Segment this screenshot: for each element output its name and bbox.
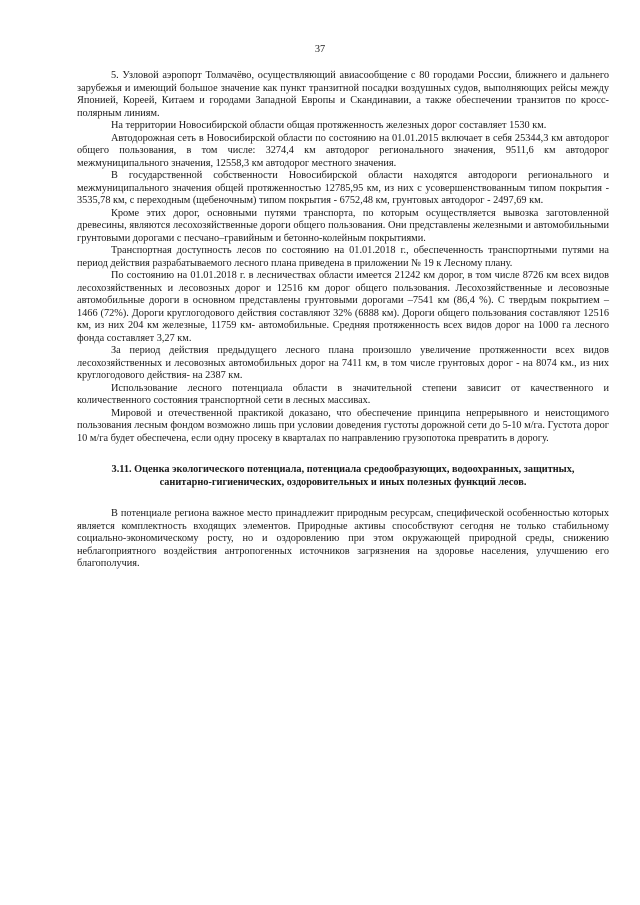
paragraph-natural-resources: В потенциале региона важное место принадлежит природным ресурсам, специфической особенностью которых является комплектность входящих элементов. Природные активы способствуют сегодня не только стабильному социально-экономическому росту, но и оздоровлению при этом окружающей природной среды, снижению неблагоприятного воздействия антропогенных источников загрязнения на здоровье населения, улучшению его благополучия. — [77, 508, 609, 569]
page-number: 37 — [314, 44, 326, 55]
paragraph-road-density: Мировой и отечественной практикой доказано, что обеспечение принципа непрерывного и неистощимого пользования лесным фондом возможно лишь при условии доведения густоты дорожной сети до 5-10 м/га. Густота дорог 10 м/га будет обеспечена, если одну просеку в кварталах по направлению грузопотока превратить в дорогу. — [77, 407, 609, 444]
paragraph-road-network: Автодорожная сеть в Новосибирской области по состоянию на 01.01.2015 включает в себя 25344,3 км автодорог общего пользования, в том числе: 3274,4 км автодорог регионального значения, 9511,6 км автодорог межмуниципального значения, 12558,3 км автодорог местного значения. — [77, 132, 609, 169]
paragraph-railways: На территории Новосибирской области общая протяженность железных дорог составляет 1530 км. — [111, 120, 547, 131]
paragraph-state-roads: В государственной собственности Новосибирской области находятся автодороги регионального и межмуниципального значения общей протяженностью 12785,95 км, из них с усовершенствованным типом покрытия - 3535,78 км, с переходным (щебеночным) типом покрытия - 6752,48 км, грунтовых автодорог - 2497,69 км. — [77, 170, 609, 206]
paragraph-transport-accessibility: Транспортная доступность лесов по состоянию на 01.01.2018 г., обеспеченность транспортными путями на период действия разрабатываемого лесного плана приведена в приложении № 19 к Лесному плану. — [77, 245, 609, 269]
paragraph-airport: 5. Узловой аэропорт Толмачёво, осуществляющий авиасообщение с 80 городами России, ближнего и дальнего зарубежья и имеющий большое значение как пункт транзитной посадки воздушных судов, выполняющих рейсы между Японией, Кореей, Китаем и городами Западной Европы и Скандинавии, а также обеспечении транзитов по кросс-полярным линиям. — [77, 70, 609, 119]
paragraph-road-increase: За период действия предыдущего лесного плана произошло увеличение протяженности всех видов лесохозяйственных и лесовозных автомобильных дорог на 7411 км, в том числе грунтовых дорог - на 8074 км., из них круглогодового действия- на 2387 км. — [77, 345, 609, 381]
document-body — [77, 70, 609, 571]
paragraph-forest-roads: Кроме этих дорог, основными путями транспорта, по которым осуществляется вывозка заготовленной древесины, являются лесохозяйственные дороги общего пользования. Они представлены железными и автомобильными грунтовыми дорогами с песчано–гравийным и бетонно-колейным покрытиями. — [77, 207, 609, 244]
paragraph-forest-potential: Использование лесного потенциала области в значительной степени зависит от качественного и количественного состояния транспортной сети в лесных массивах. — [77, 382, 609, 406]
paragraph-road-statistics: По состоянию на 01.01.2018 г. в лесничествах области имеется 21242 км дорог, в том числе 8726 км всех видов лесохозяйственных и лесовозных дорог и 12516 км дорог общего пользования. Лесохозяйственные и лесовозные автомобильные дороги в основном представлены грунтовыми дорогами –7541 км (86,4 %). С твердым покрытием – 1466 (72%). Дороги круглогодового действия составляют 32% (6888 км). Дороги общего пользования составляют 12516 км, из них 204 км железные, 11759 км- автомобильные. Средняя протяженность всех видов дорог на 1000 га лесного фонда составляет 3,27 км. — [77, 270, 609, 344]
section-heading: 3.11. Оценка экологического потенциала, потенциала средообразующих, водоохранных, защитных, санитарно-гигиенических, оздоровительных и иных полезных функций лесов. — [111, 464, 575, 488]
